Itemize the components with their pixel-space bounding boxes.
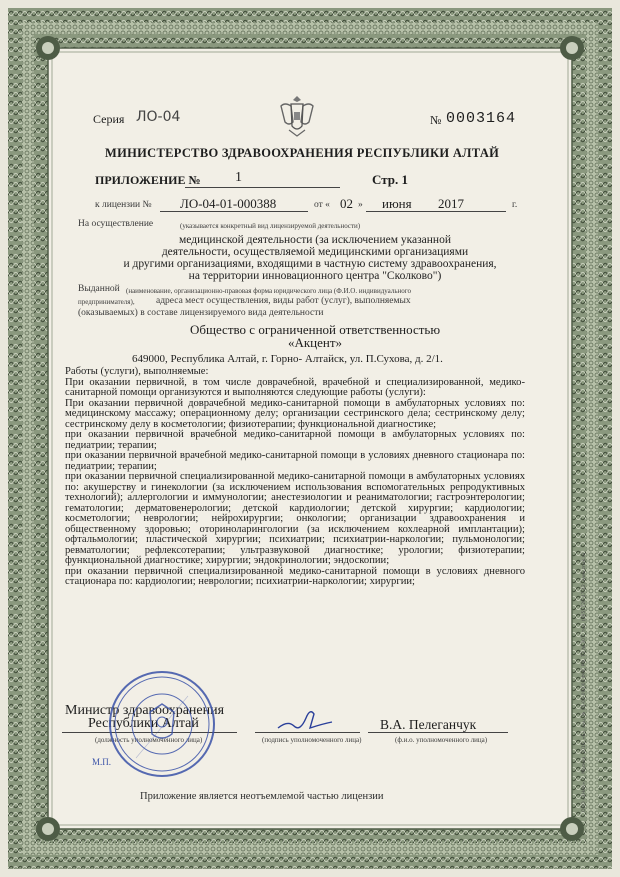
license-year-suffix: г. <box>512 200 518 210</box>
appendix-label: ПРИЛОЖЕНИЕ № <box>95 173 201 187</box>
license-from: от « <box>314 200 330 210</box>
coat-of-arms-icon <box>275 92 319 138</box>
signature-hint: (подпись уполномоченного лица) <box>262 736 362 744</box>
signer-position-hint: (должность уполномоченного лица) <box>95 736 203 744</box>
services-paragraph-1: При оказании первичной, в том числе доврачебной, врачебной и специализированной, медико-санитарной помощи организуются и выполняются следующие работы (услуги): <box>65 376 525 398</box>
number-label: № <box>430 113 442 127</box>
services-paragraph-6: при оказании первичной специализированной медико-санитарной помощи в условиях дневного стационара по: кардиологии; неврологии; психиатрии-наркологии; хирургии; <box>65 565 525 587</box>
activity-line-3: и другими организациями, входящими в частную систему здравоохранения, <box>123 258 497 270</box>
series-value: ЛО-04 <box>136 109 181 125</box>
ministry-title: МИНИСТЕРСТВО ЗДРАВООХРАНЕНИЯ РЕСПУБЛИКИ АЛТАЙ <box>105 146 500 160</box>
license-year: 2017 <box>438 196 464 211</box>
printer-imprint: ООО «ЗНАК», г. Москва, 2016, «Б», лиц. № 05-05-09/003 ФНС РФ, ТЗ № 307, тел. (495) 726-47-42, www.znak.ru <box>582 552 587 812</box>
activity-line-4: на территории инновационного центра "Сколково") <box>188 270 442 282</box>
license-month: июня <box>382 196 412 211</box>
license-close-quote: » <box>358 200 363 210</box>
activity-line-1: медицинской деятельности (за исключением указанной <box>179 234 451 246</box>
activity-label: На осуществление <box>78 219 154 229</box>
activity-hint: (указывается конкретный вид лицензируемой деятельности) <box>180 222 361 230</box>
appendix-number: 1 <box>235 170 242 185</box>
issued-hint-2: предпринимателя), <box>78 298 135 306</box>
signer-position-line-2: Республики Алтай <box>88 716 199 731</box>
footer-note: Приложение является неотъемлемой частью лицензии <box>140 791 384 802</box>
series-label: Серия <box>93 112 125 126</box>
services-paragraph-4: при оказании первичной врачебной медико-санитарной помощи в условиях дневного стационара по: педиатрии; терапии; <box>65 450 525 472</box>
license-number-line <box>160 211 308 212</box>
signer-position-line-1: Министр здравоохранения <box>65 703 225 718</box>
services-paragraph-3: при оказании первичной врачебной медико-санитарной помощи в амбулаторных условиях по: педиатрии; терапии; <box>65 429 525 451</box>
license-date-line <box>366 211 506 212</box>
signer-name-hint: (ф.и.о. уполномоченного лица) <box>395 736 488 744</box>
organization-address: 649000, Республика Алтай, г. Горно- Алтайск, ул. П.Сухова, д. 2/1. <box>132 353 443 365</box>
signature-line <box>255 732 360 733</box>
issued-text-1: адреса мест осуществления, виды работ (услуг), выполняемых <box>156 296 411 306</box>
official-stamp-icon <box>106 668 218 780</box>
organization-short-name: «Акцент» <box>287 335 343 350</box>
license-number: ЛО-04-01-000388 <box>180 196 277 211</box>
signer-name: В.А. Пелеганчук <box>380 717 477 732</box>
services-paragraph-2: При оказании первичной доврачебной медико-санитарной помощи в амбулаторных условиях по: медицинскому массажу; операционному делу; организации сестринского дела; сестринскому делу; сестринскому делу в косметологии; физиотерапии; функциональной диагностике; <box>65 397 525 430</box>
issued-text-2: (оказываемых) в составе лицензируемого вида деятельности <box>78 308 324 318</box>
number-value: 0003164 <box>446 110 517 127</box>
appendix-number-line <box>185 187 340 188</box>
signature-icon <box>270 700 340 735</box>
stamp-mp: М.П. <box>92 757 112 767</box>
services-list <box>65 367 525 588</box>
issued-label: Выданной <box>78 284 120 294</box>
activity-line-2: деятельности, осуществляемой медицинскими организациями <box>161 246 469 258</box>
services-paragraph-5: при оказании первичной специализированной медико-санитарной помощи в амбулаторных условиях по: акушерству и гинекологии (за исключением использования вспомогательных репродуктивных технологий); аллергологии и иммунологии; анестезиологии и реаниматологии; гастроэнтерологии; гематологии; дерматовенерологии; детской кардиологии; детской хирургии; кардиологии; косметологии; неврологии; нейрохирургии; онкологии; организации здравоохранения и общественному здоровью; оториноларингологии (за исключением кохлеарной имплантации); офтальмологии; пластической хирургии; психиатрии; психиатрии-наркологии; пульмонологии; ревматологии; рефлексотерапии; ультразвуковой диагностике; урологии; физиотерапии; функциональной диагностике; хирургии; эндокринологии; эндоскопии; <box>65 471 525 566</box>
signer-name-line <box>368 732 508 733</box>
issued-hint-1: (наименование, организационно-правовая форма юридического лица (Ф.И.О. индивидуального <box>126 287 411 295</box>
license-day: 02 <box>340 196 353 211</box>
license-prefix: к лицензии № <box>95 200 152 210</box>
appendix-page: Стр. 1 <box>372 172 408 187</box>
organization-name: Общество с ограниченной ответственностью <box>189 322 441 337</box>
services-heading: Работы (услуги), выполняемые: <box>65 366 209 377</box>
